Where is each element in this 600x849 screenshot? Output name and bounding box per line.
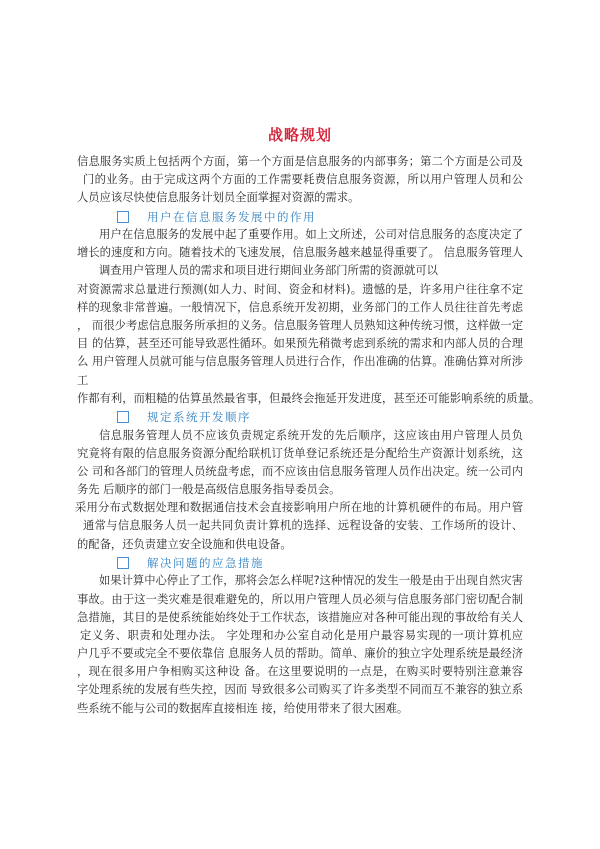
paragraph-line: 信息服务管理人员不应该负责规定系统开发的先后顺序，这应该由用户管理人员负 (99, 428, 523, 442)
section-heading (77, 408, 523, 427)
paragraph-line: 户几乎不要或完全不要依靠信 息服务人员的帮助。简单、廉价的独立字处理系统是最经济 (77, 647, 523, 661)
paragraph-line: 门的业务。由于完成这两个方面的工作需要耗费信息服务资源，所以用户管理人员和公 (83, 173, 523, 187)
section-heading-text: 规定系统开发顺序 (147, 410, 251, 425)
checkbox-square-icon (117, 211, 129, 223)
paragraph-line: 目 的估算，甚至还可能导致恶性循环。如果预先稍微考虑到系统的需求和内部人员的合理 (77, 337, 523, 351)
paragraph-line: ，现在很多用户争相购买这种设 备。在这里要说明的一点是，在购买时要特别注意兼容 (77, 665, 523, 679)
paragraph-line: 通常与信息服务人员一起共同负责计算机的选择、远程设备的安装、工作场所的设计、 (83, 519, 523, 533)
paragraph-line: 作都有利，而粗糙的估算虽然最省事，但最终会拖延开发进度，甚至还可能影响系统的质量。 (77, 391, 541, 405)
paragraph-line: 么 用户管理人员就可能与信息服务管理人员进行合作，作出准确的估算。准确估算对所涉 (77, 355, 523, 369)
paragraph-line: 究竟将有限的信息服务资源分配给联机订货单登记系统还是分配给生产资源计划系统，这 (77, 446, 523, 460)
paragraph-line: 公 司和各部门的管理人员统盘考虑，而不应该由信息服务管理人员作出决定。统一公司内 (77, 464, 523, 478)
paragraph-line: 用户在信息服务的发展中起了重要作用。如上文所述，公司对信息服务的态度决定了 (99, 228, 523, 242)
section-heading-text: 用户在信息服务发展中的作用 (147, 209, 316, 224)
paragraph-line: 人员应该尽快使信息服务计划员全面掌握对资源的需求。 (77, 191, 360, 205)
paragraph-line: 务先 后顺序的部门一般是高级信息服务指导委员会。 (77, 483, 341, 497)
paragraph-line: 对资源需求总量进行预测(如人力、时间、资金和材料)。遗憾的是，许多用户往往拿不定 (77, 282, 523, 296)
checkbox-square-icon (117, 411, 129, 423)
paragraph-line: 采用分布式数据处理和数据通信技术会直接影响用户所在地的计算机硬件的布局。用户管 (75, 501, 523, 515)
paragraph-line: 如果计算中心停止了工作，那将会怎么样呢?这种情况的发生一般是由于出现自然灾害 (99, 574, 523, 588)
paragraph-line: 急措施，其目的是使系统能始终处于工作状态，该措施应对各种可能出现的事故给有关人 (77, 610, 523, 624)
paragraph-line: ， 而很少考虑信息服务所承担的义务。信息服务管理人员熟知这种传统习惯，这样做一定 (77, 319, 523, 333)
paragraph-line: 定义务、职责和处理办法。 字处理和办公室自动化是用户最容易实现的一项计算机应 (80, 628, 523, 642)
paragraph-line: 样的现象非常普遍。一般情况下，信息系统开发初期，业务部门的工作人员往往首先考虑 (77, 300, 523, 314)
section-heading-text: 解决问题的应急措施 (147, 555, 264, 570)
checkbox-square-icon (117, 557, 129, 569)
paragraph-line: 的配备，还负责建立安全设施和供电设备。 (77, 537, 292, 551)
paragraph-line: 信息服务实质上包括两个方面，第一个方面是信息服务的内部事务；第二个方面是公司及 (77, 155, 523, 168)
document-body (75, 153, 541, 718)
page-title: 战略规划 (267, 126, 332, 144)
paragraph-line: 事故。由于这一类灾难是很难避免的，所以用户管理人员必须与信息服务部门密切配合制 (77, 592, 523, 606)
paragraph-line: 些系统不能与公司的数据库直接相连 接，给使用带来了很大困难。 (77, 701, 409, 715)
paragraph-line: 字处理系统的发展有些失控，因而 导致很多公司购买了许多类型不同而互不兼容的独立系 (77, 683, 523, 697)
section-heading (77, 554, 523, 573)
paragraph-line: 增长的速度和方向。随着技术的飞速发展，信息服务越来越显得重要了。 信息服务管理人 (77, 246, 523, 260)
paragraph-line: 调查用户管理人员的需求和项目进行期间业务部门所需的资源就可以 (99, 264, 438, 278)
section-heading (77, 208, 523, 227)
paragraph-line: 工 (77, 373, 89, 387)
